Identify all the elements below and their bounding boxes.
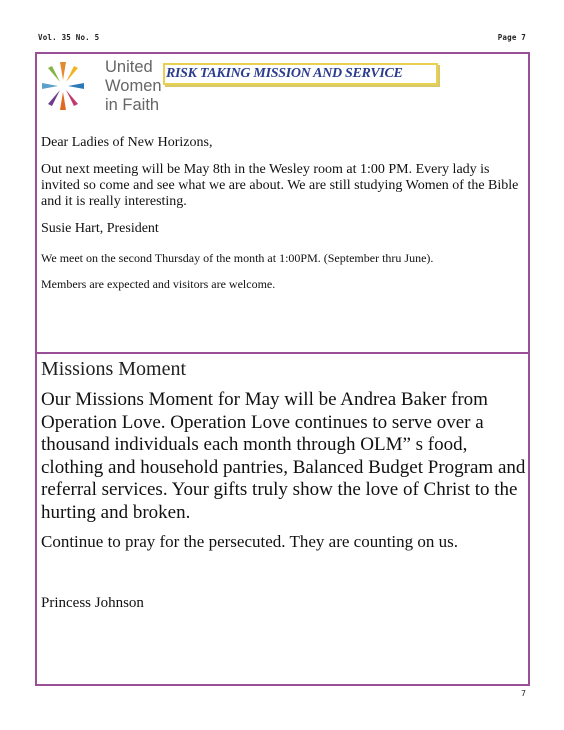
logo-line-2: Women xyxy=(105,77,162,95)
umw-logo xyxy=(41,56,171,116)
logo-line-3: in Faith xyxy=(105,96,160,114)
letter-signature: Susie Hart, President xyxy=(41,221,159,236)
logo-wordmark xyxy=(105,58,162,115)
logo-line-1: United xyxy=(105,58,153,76)
letter-body: Out next meeting will be May 8th in the Wesley room at 1:00 PM. Every lady is invited so come and see what we are about. We are still studying Women of the Bible and it is really interesting. xyxy=(41,162,519,209)
page-number: 7 xyxy=(521,689,526,698)
missions-body: Our Missions Moment for May will be Andrea Baker from Operation Love. Operation Love continues to serve over a thousand individuals each month through OLM” s food, clothing and household pantries, Balanced Budget Program and referral services. Your gifts truly show the love of Christ to the hurting and broken. xyxy=(41,389,526,523)
missions-section xyxy=(35,352,530,686)
letter-section xyxy=(35,52,530,354)
missions-title: Missions Moment xyxy=(41,358,187,380)
banner-text: RISK TAKING MISSION AND SERVICE xyxy=(166,66,403,81)
page-label: Page 7 xyxy=(497,33,526,42)
volume-label: Vol. 35 No. 5 xyxy=(38,33,100,42)
members-note: Members are expected and visitors are welcome. xyxy=(41,277,276,291)
letter-greeting: Dear Ladies of New Horizons, xyxy=(41,135,213,150)
prayer-note: Continue to pray for the persecuted. They are counting on us. xyxy=(41,532,459,551)
meeting-schedule: We meet on the second Thursday of the month at 1:00PM. (September thru June). xyxy=(41,251,434,265)
mission-banner xyxy=(163,63,438,85)
cross-flame-icon xyxy=(41,60,85,112)
missions-author: Princess Johnson xyxy=(41,595,144,611)
